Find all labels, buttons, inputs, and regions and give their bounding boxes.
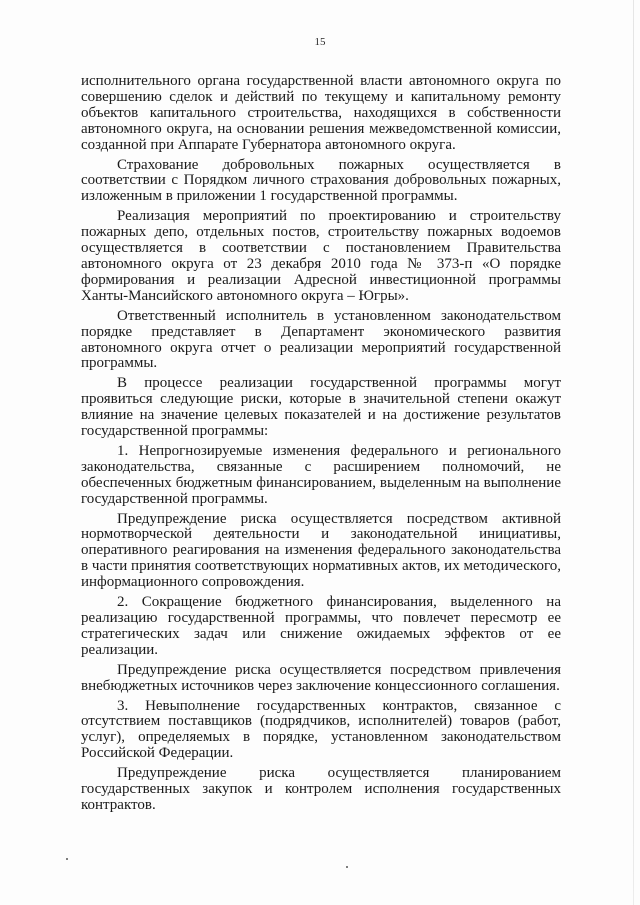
paragraph-construction: Реализация мероприятий по проектированию и строительству пожарных депо, отдельных постов, строительству пожарных водоемов осуществляется в соответствии с постановлением Правительства автономного округа от 23 декабря 2010 года № 373-п «О порядке формирования и реализации Адресной инвестиционной программы Ханты-Мансийского автономного округа – Югры». [81, 208, 561, 304]
document-body [81, 74, 561, 818]
scan-speck [66, 858, 68, 860]
paragraph-reporting: Ответственный исполнитель в установленном законодательством порядке представляет в Департамент экономического развития автономного округа отчет о реализации мероприятий государственной программы. [81, 307, 561, 372]
paragraph-risk-1-prevention: Предупреждение риска осуществляется посредством активной нормотворческой деятельности и законодательной инициативы, оперативного реагирования на изменения федерального законодательства в части принятия соответствующих нормативных актов, их методического, информационного сопровождения. [81, 510, 561, 591]
scan-speck [346, 866, 348, 868]
page-number: 15 [314, 36, 326, 48]
paragraph-risk-2: 2. Сокращение бюджетного финансирования, выделенного на реализацию государственной программы, что повлечет пересмотр ее стратегических задач или снижение ожидаемых эффектов от ее реализации. [81, 594, 561, 658]
paragraph-risk-2-prevention: Предупреждение риска осуществляется посредством привлечения внебюджетных источников через заключение концессионного соглашения. [81, 661, 561, 694]
scan-edge-shadow [633, 0, 634, 905]
paragraph-risks-intro: В процессе реализации государственной программы могут проявиться следующие риски, которые в значительной степени окажут влияние на значение целевых показателей и на достижение результатов государственной программы: [81, 375, 561, 440]
paragraph-risk-3-prevention: Предупреждение риска осуществляется планированием государственных закупок и контролем исполнения государственных контрактов. [81, 765, 561, 813]
paragraph-insurance: Страхование добровольных пожарных осуществляется в соответствии с Порядком личного страхования добровольных пожарных, изложенным в приложении 1 государственной программы. [81, 156, 561, 205]
paragraph-risk-3: 3. Невыполнение государственных контрактов, связанное с отсутствием поставщиков (подрядчиков, исполнителей) товаров (работ, услуг), определяемых в порядке, установленном законодательством Российской Федерации. [81, 697, 561, 762]
paragraph-continuation: исполнительного органа государственной власти автономного округа по совершению сделок и действий по текущему и капитальному ремонту объектов капитального строительства, находящихся в собственности автономного округа, на основании решения межведомственной комиссии, созданной при Аппарате Губернатора автономного округа. [81, 73, 561, 153]
paragraph-risk-1: 1. Непрогнозируемые изменения федерального и регионального законодательства, связанные с расширением полномочий, не обеспеченных бюджетным финансированием, выделенным на выполнение государственной программы. [81, 442, 561, 507]
